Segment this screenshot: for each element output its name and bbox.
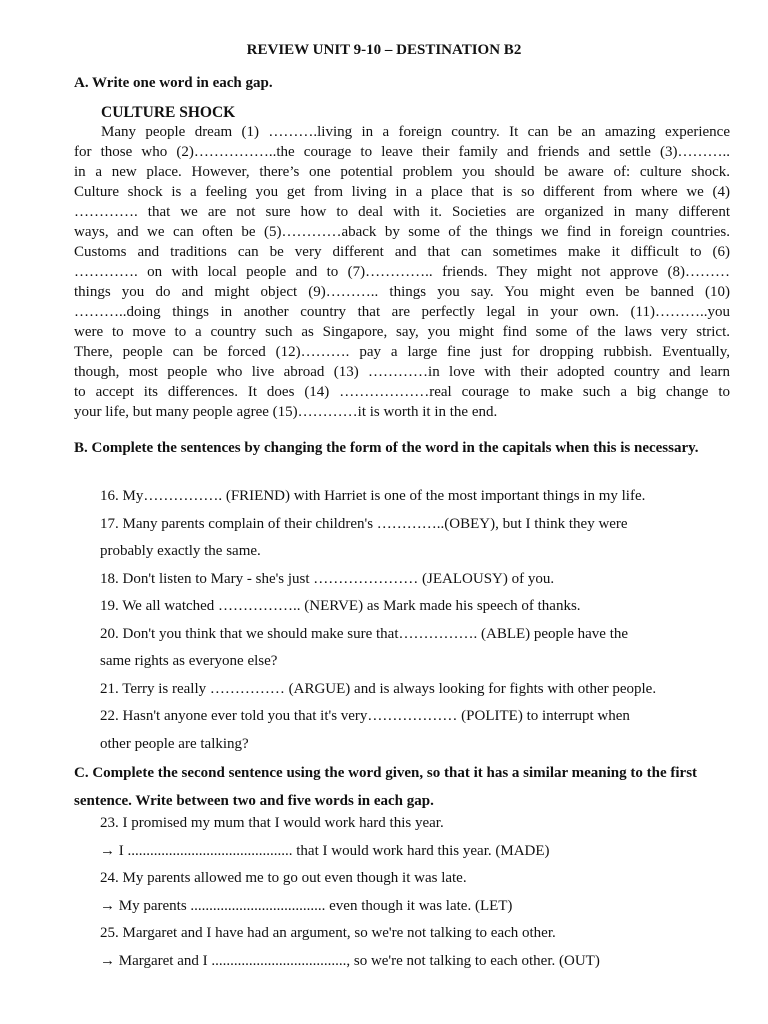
passage-line: There, people can be forced (12)………. pay a large fine just for dropping rubbish. Eventually, xyxy=(74,344,730,360)
exercise-line: same rights as everyone else? xyxy=(100,653,278,669)
exercise-line: 21. Terry is really …………… (ARGUE) and is always looking for fights with other people. xyxy=(100,680,657,697)
passage-line: …………. that we are not sure how to deal with it. Societies are organized in many different xyxy=(74,204,730,220)
passage-line: your life, but many people agree (15)…………it is worth it in the end. xyxy=(74,404,498,420)
passage-line: in a new place. However, there’s one potential problem you should be aware of: culture shock. xyxy=(74,164,730,180)
exercise-line: 25. Margaret and I have had an argument, so we're not talking to each other. xyxy=(100,925,556,941)
section-b-items xyxy=(100,483,740,758)
page-title: REVIEW UNIT 9-10 – DESTINATION B2 xyxy=(246,42,522,58)
exercise-line: → I ............................................ that I would work hard this year. (MADE) xyxy=(100,842,550,859)
passage-line: ………..doing things in another country that are perfectly legal in your own. (11)………..you xyxy=(74,304,730,320)
section-b-heading: B. Complete the sentences by changing the form of the word in the capitals when this is necessary. xyxy=(74,440,699,456)
exercise-line: 23. I promised my mum that I would work hard this year. xyxy=(100,815,444,831)
section-c-heading: C. Complete the second sentence using the word given, so that it has a similar meaning to the first sentence. Write between two and five words in each gap. xyxy=(74,765,698,809)
exercise-line: 20. Don't you think that we should make sure that……………. (ABLE) people have the xyxy=(100,625,629,642)
passage-line: to accept its differences. It does (14) ………………real courage to make such a big change to xyxy=(74,384,730,400)
section-a-heading: A. Write one word in each gap. xyxy=(74,75,273,91)
passage-line: …………. on with local people and to (7)………….. friends. They might not approve (8)……… xyxy=(74,264,730,280)
exercise-line: → Margaret and I ...................................., so we're not talking to each other. (OUT) xyxy=(100,952,600,969)
exercise-line: 17. Many parents complain of their children's …………..(OBEY), but I think they were xyxy=(100,515,628,532)
culture-shock-passage xyxy=(74,122,730,422)
passage-line: Many people dream (1) ……….living in a foreign country. It can be an amazing experience xyxy=(101,124,730,140)
passage-title: CULTURE SHOCK xyxy=(101,104,236,121)
passage-line: were to move to a country such as Singapore, say, you might find some of the laws very strict. xyxy=(74,324,730,340)
exercise-line: 16. My……………. (FRIEND) with Harriet is one of the most important things in my life. xyxy=(100,488,646,504)
passage-line: Customs and traditions can be very different and that can sometimes make it difficult to (6) xyxy=(74,244,730,260)
passage-line: Culture shock is a feeling you get from living in a place that is so different from where we (4) xyxy=(74,184,730,200)
passage-line: for those who (2)……………..the courage to leave their family and friends and settle (3)……….. xyxy=(74,144,730,160)
passage-line: though, most people who live abroad (13) …………in love with their adopted country and learn xyxy=(74,364,730,380)
exercise-line: 24. My parents allowed me to go out even though it was late. xyxy=(100,870,467,886)
section-c-items xyxy=(100,810,740,975)
exercise-line: → My parents .................................... even though it was late. (LET) xyxy=(100,897,513,914)
exercise-line: 19. We all watched …………….. (NERVE) as Mark made his speech of thanks. xyxy=(100,598,581,614)
passage-line: ways, and we can often be (5)…………aback by some of the things we find in foreign countries. xyxy=(74,224,730,240)
exercise-line: 18. Don't listen to Mary - she's just ………………… (JEALOUSY) of you. xyxy=(100,570,555,587)
exercise-line: 22. Hasn't anyone ever told you that it's very……………… (POLITE) to interrupt when xyxy=(100,708,630,724)
passage-line: things you do and might object (9)……….. things you say. You might even be banned (10) xyxy=(74,284,730,300)
exercise-line: other people are talking? xyxy=(100,735,249,752)
exercise-line: probably exactly the same. xyxy=(100,543,261,559)
